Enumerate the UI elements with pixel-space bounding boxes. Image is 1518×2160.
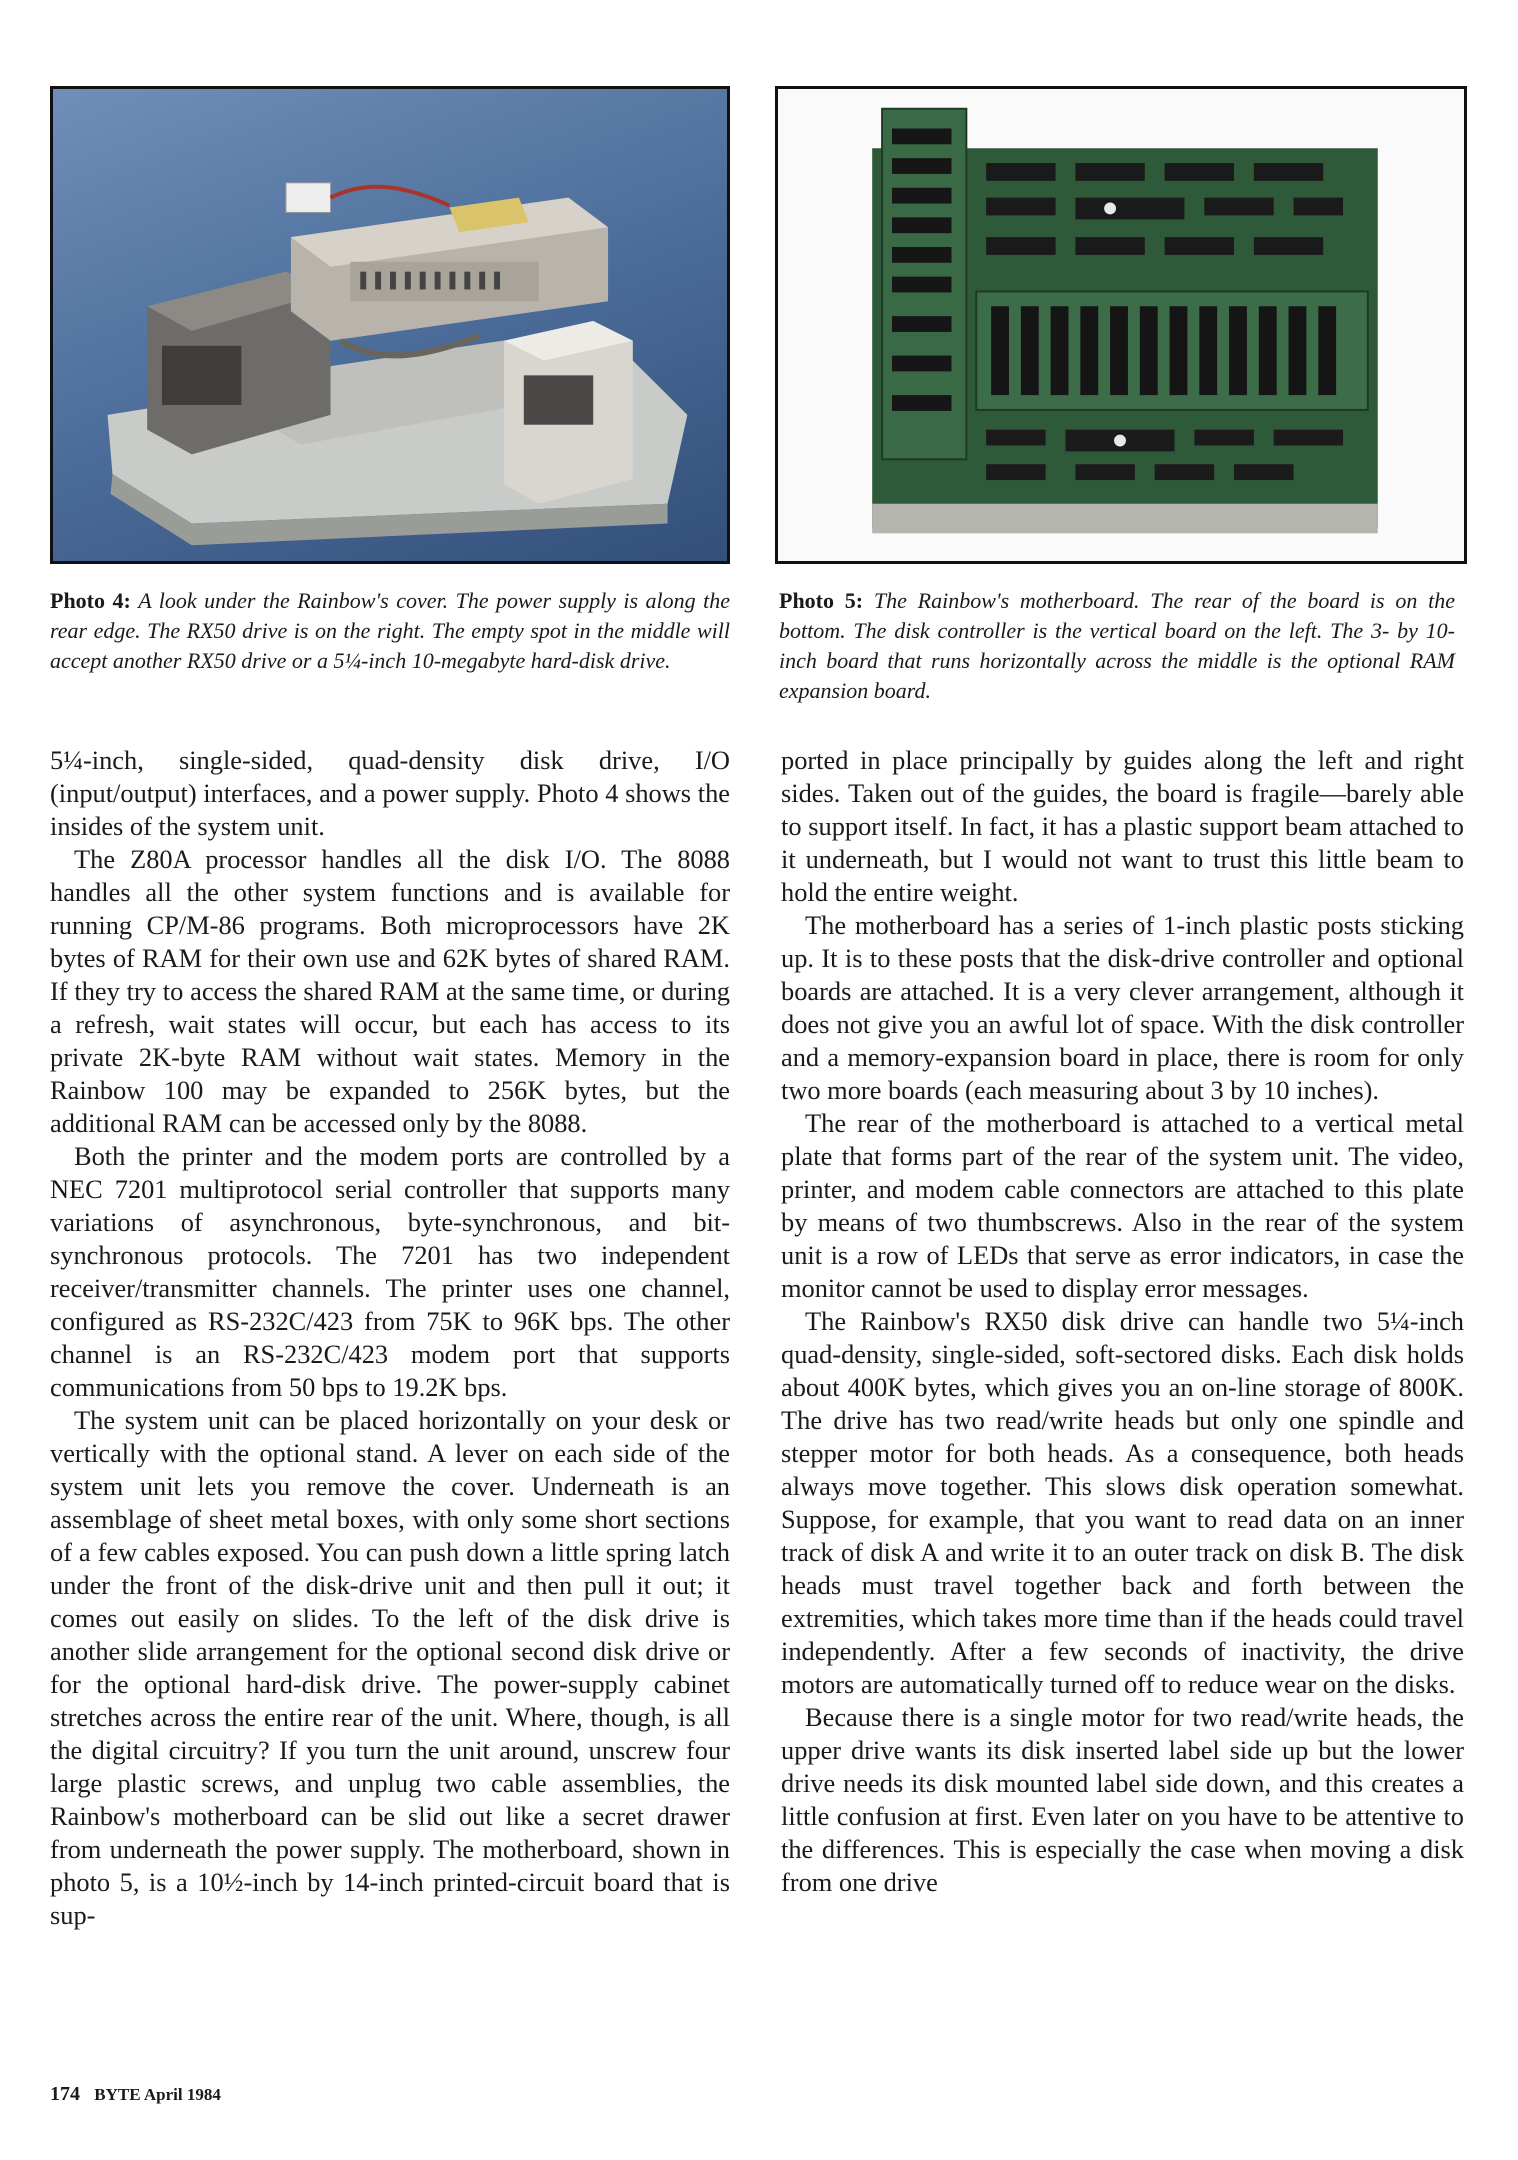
caption-lead: Photo 4: (50, 588, 131, 613)
page-number: 174 (50, 2083, 80, 2105)
computer-system-unit-photo (53, 89, 727, 561)
paragraph: The motherboard has a series of 1-inch plastic posts sticking up. It is to these posts that the disk-drive controller and optional boards are attached. It is a very clever arrangement, although it does not give you an awful lot of space. With the disk controller and a memory-expansion board in place, there is room for only two more boards (each measuring about 3 by 10 inches). (781, 910, 1464, 1105)
paragraph: The Z80A processor handles all the disk I/O. The 8088 handles all the other system functions and is available for running CP/M-86 programs. Both microprocessors have 2K bytes of RAM for their own use and 62K bytes of shared RAM. If they try to access the shared RAM at the same time, or during a refresh, wait states will occur, but each has access to its private 2K-byte RAM without wait states. Memory in the Rainbow 100 may be expanded to 256K bytes, but the additional RAM can be accessed only by the 8088. (50, 844, 730, 1138)
photo-4-system-unit (50, 86, 730, 564)
paragraph: Both the printer and the modem ports are controlled by a NEC 7201 multiprotocol serial controller that supports many variations of asynchronous, byte-synchronous, and bit-synchronous protocols. The 7201 has two independent receiver/transmitter channels. The printer uses one channel, configured as RS-232C/423 from 75K to 96K bps. The other channel is an RS-232C/423 modem port that supports communications from 50 bps to 19.2K bps. (50, 1141, 730, 1402)
caption-lead: Photo 5: (779, 588, 864, 613)
caption-text: The Rainbow's motherboard. The rear of the board is on the bottom. The disk controller is the vertical board on the left. The 3- by 10-inch board that runs horizontally across the middle is the optional RAM expansion board. (779, 588, 1456, 703)
paragraph: ported in place principally by guides along the left and right sides. Taken out of the guides, the board is fragile—barely able to support itself. In fact, it has a plastic support beam attached to it underneath, but I would not want to trust this little beam to hold the entire weight. (781, 745, 1464, 907)
magazine-issue: BYTE April 1984 (94, 2085, 221, 2104)
page-footer (50, 2083, 221, 2106)
motherboard-photo (778, 89, 1464, 561)
paragraph: The rear of the motherboard is attached to a vertical metal plate that forms part of the rear of the system unit. The video, printer, and modem cable connectors are attached to this plate by means of two thumbscrews. Also in the rear of the system unit is a row of LEDs that serve as error indicators, in case the monitor cannot be used to display error messages. (781, 1108, 1464, 1303)
paragraph: The system unit can be placed horizontally on your desk or vertically with the optional stand. A lever on each side of the system unit lets you remove the cover. Underneath is an assemblage of sheet metal boxes, with only some short sections of a few cables exposed. You can push down a little spring latch under the front of the disk-drive unit and then pull it out; it comes out easily on slides. To the left of the disk drive is another slide arrangement for the optional second disk drive or for the optional hard-disk drive. The power-supply cabinet stretches across the entire rear of the unit. Where, though, is all the digital circuitry? If you turn the unit around, unscrew four large plastic screws, and unplug two cable assemblies, the Rainbow's motherboard can be slid out like a secret drawer from underneath the power supply. The motherboard, shown in photo 5, is a 10½-inch by 14-inch printed-circuit board that is sup- (50, 1405, 730, 1930)
photo-5-motherboard (775, 86, 1467, 564)
paragraph: The Rainbow's RX50 disk drive can handle two 5¼-inch quad-density, single-sided, soft-sectored disks. Each disk holds about 400K bytes, which gives you an on-line storage of 800K. The drive has two read/write heads but only one spindle and stepper motor for both heads. As a consequence, both heads always move together. This slows disk operation somewhat. Suppose, for example, that you want to read data on an inner track of disk A and write it to an outer track on disk B. The disk heads must travel together back and forth between the extremities, which takes more time than if the heads could travel independently. After a few seconds of inactivity, the drive motors are automatically turned off to reduce wear on the disks. (781, 1306, 1464, 1699)
paragraph: 5¼-inch, single-sided, quad-density disk drive, I/O (input/output) interfaces, and a power supply. Photo 4 shows the insides of the system unit. (50, 745, 730, 841)
article-column-left (50, 744, 730, 1932)
article-column-right (781, 744, 1464, 1899)
caption-text: A look under the Rainbow's cover. The power supply is along the rear edge. The RX50 drive is on the right. The empty spot in the middle will accept another RX50 drive or a 5¼-inch 10-megabyte hard-disk drive. (50, 588, 730, 673)
photo-5-caption (779, 586, 1455, 706)
paragraph: Because there is a single motor for two read/write heads, the upper drive wants its disk inserted label side up but the lower drive needs its disk mounted label side down, and this creates a little confusion at first. Even later on you have to be attentive to the differences. This is especially the case when moving a disk from one drive (781, 1702, 1464, 1897)
photo-4-caption (50, 586, 730, 676)
